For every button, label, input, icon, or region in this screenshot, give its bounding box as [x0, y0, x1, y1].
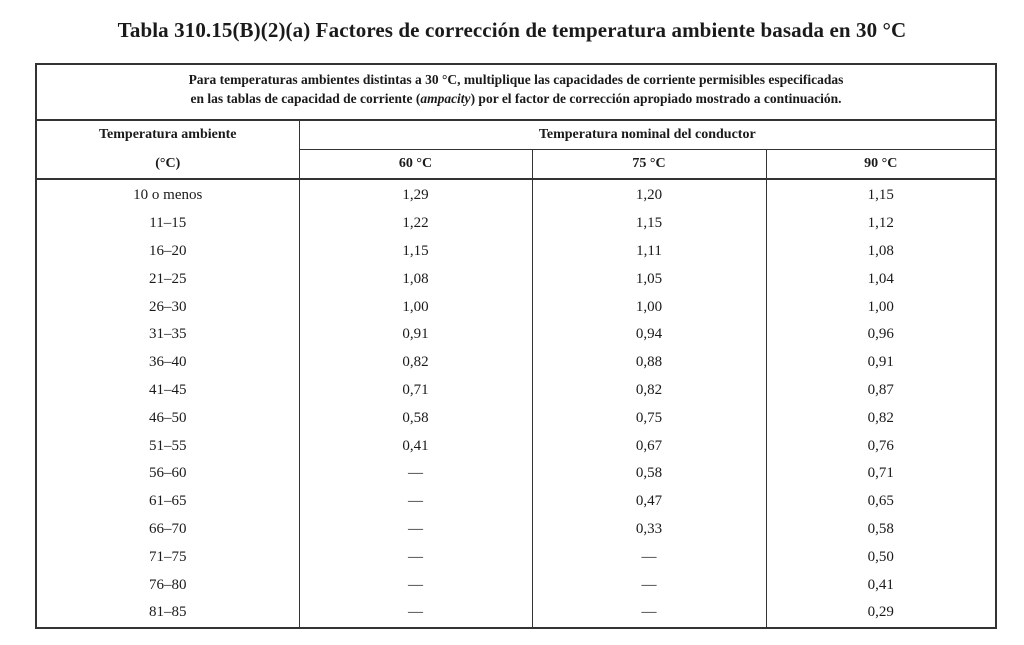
factor-90c-cell: 0,71 — [766, 460, 995, 488]
ambient-range-cell: 11–15 — [149, 215, 187, 232]
header-90c: 90 °C — [766, 150, 995, 180]
factor-60c-cell: — — [299, 543, 532, 571]
factor-60c-cell: 0,82 — [299, 349, 532, 377]
ambient-range-cell: 76–80 — [149, 576, 187, 593]
factor-60c-cell: 1,22 — [299, 210, 532, 238]
factor-60c-cell: 0,58 — [299, 404, 532, 432]
factor-60c-cell: 1,00 — [299, 293, 532, 321]
table-row — [37, 404, 995, 432]
ambient-range-cell: 46–50 — [149, 409, 187, 426]
ambient-range-cell: 16–20 — [149, 242, 187, 259]
factor-75c-cell: 1,11 — [532, 238, 766, 266]
ambient-range-cell: 41–45 — [149, 381, 187, 398]
header-conductor-rating: Temperatura nominal del conductor — [299, 121, 995, 150]
note-line-2 — [45, 89, 987, 108]
factor-90c-cell: 0,65 — [766, 488, 995, 516]
table-row — [37, 293, 995, 321]
header-row-2 — [37, 150, 995, 180]
factor-90c-cell: 0,41 — [766, 571, 995, 599]
table-row — [37, 265, 995, 293]
factors-table — [37, 121, 995, 627]
factor-75c-cell: 1,20 — [532, 179, 766, 210]
factor-75c-cell: 0,75 — [532, 404, 766, 432]
ambient-range-cell: 31–35 — [149, 326, 187, 343]
table-note — [37, 65, 995, 121]
factor-90c-cell: 1,08 — [766, 238, 995, 266]
factor-75c-cell: 0,82 — [532, 377, 766, 405]
factor-60c-cell: 1,15 — [299, 238, 532, 266]
factor-90c-cell: 1,12 — [766, 210, 995, 238]
ambient-range-cell: 21–25 — [149, 270, 187, 287]
factor-75c-cell: 0,88 — [532, 349, 766, 377]
factor-90c-cell: 1,00 — [766, 293, 995, 321]
note-line-2-end: ) por el factor de corrección apropiado mostrado a continuación. — [470, 91, 842, 106]
factor-75c-cell: 1,00 — [532, 293, 766, 321]
factor-60c-cell: — — [299, 516, 532, 544]
factor-75c-cell: 0,94 — [532, 321, 766, 349]
ambient-range-cell: 81–85 — [149, 604, 187, 621]
factor-90c-cell: 0,76 — [766, 432, 995, 460]
note-italic-term: ampacity — [420, 91, 471, 106]
factor-90c-cell: 0,50 — [766, 543, 995, 571]
factor-90c-cell: 0,58 — [766, 516, 995, 544]
table-row — [37, 543, 995, 571]
factor-75c-cell: — — [532, 599, 766, 627]
table-row — [37, 377, 995, 405]
factor-60c-cell: 0,71 — [299, 377, 532, 405]
table-row — [37, 179, 995, 210]
factor-75c-cell: 0,58 — [532, 460, 766, 488]
ambient-range-cell: 10 o menos — [133, 187, 203, 204]
header-ambient-unit: (°C) — [37, 150, 299, 180]
table-body — [37, 179, 995, 627]
factor-60c-cell: — — [299, 571, 532, 599]
table-row — [37, 321, 995, 349]
factor-75c-cell: 1,15 — [532, 210, 766, 238]
factor-90c-cell: 1,15 — [766, 179, 995, 210]
ambient-range-cell: 66–70 — [149, 520, 187, 537]
factor-90c-cell: 0,87 — [766, 377, 995, 405]
factor-75c-cell: 0,47 — [532, 488, 766, 516]
factor-90c-cell: 1,04 — [766, 265, 995, 293]
factor-60c-cell: — — [299, 460, 532, 488]
factor-75c-cell: — — [532, 543, 766, 571]
ambient-range-cell: 26–30 — [149, 298, 187, 315]
table-row — [37, 349, 995, 377]
factor-90c-cell: 0,29 — [766, 599, 995, 627]
table-row — [37, 599, 995, 627]
table-row — [37, 210, 995, 238]
factor-90c-cell: 0,82 — [766, 404, 995, 432]
factor-60c-cell: 0,91 — [299, 321, 532, 349]
factor-75c-cell: 0,67 — [532, 432, 766, 460]
note-line-1: Para temperaturas ambientes distintas a 30 °C, multiplique las capacidades de corriente permisibles especificadas — [188, 72, 844, 87]
factor-60c-cell: 1,08 — [299, 265, 532, 293]
factor-90c-cell: 0,91 — [766, 349, 995, 377]
ambient-range-cell: 51–55 — [149, 437, 187, 454]
header-ambient-temperature: Temperatura ambiente — [98, 127, 237, 143]
table-row — [37, 460, 995, 488]
factor-75c-cell: 1,05 — [532, 265, 766, 293]
ambient-range-cell: 36–40 — [149, 354, 187, 371]
ambient-range-cell: 71–75 — [149, 548, 187, 565]
header-75c: 75 °C — [532, 150, 766, 180]
factor-60c-cell: 1,29 — [299, 179, 532, 210]
factor-75c-cell: — — [532, 571, 766, 599]
note-line-2-start: en las tablas de capacidad de corriente ( — [190, 91, 421, 106]
table-row — [37, 432, 995, 460]
ambient-range-cell: 56–60 — [149, 465, 187, 482]
correction-factors-table — [35, 63, 997, 629]
factor-60c-cell: — — [299, 599, 532, 627]
factor-60c-cell: — — [299, 488, 532, 516]
factor-75c-cell: 0,33 — [532, 516, 766, 544]
ambient-range-cell: 61–65 — [149, 493, 187, 510]
table-row — [37, 488, 995, 516]
header-60c: 60 °C — [299, 150, 532, 180]
factor-60c-cell: 0,41 — [299, 432, 532, 460]
factor-90c-cell: 0,96 — [766, 321, 995, 349]
table-title: Tabla 310.15(B)(2)(a) Factores de corrección de temperatura ambiente basada en 30 °C — [117, 18, 907, 42]
table-row — [37, 571, 995, 599]
table-row — [37, 238, 995, 266]
table-row — [37, 516, 995, 544]
header-row-1 — [37, 121, 995, 150]
